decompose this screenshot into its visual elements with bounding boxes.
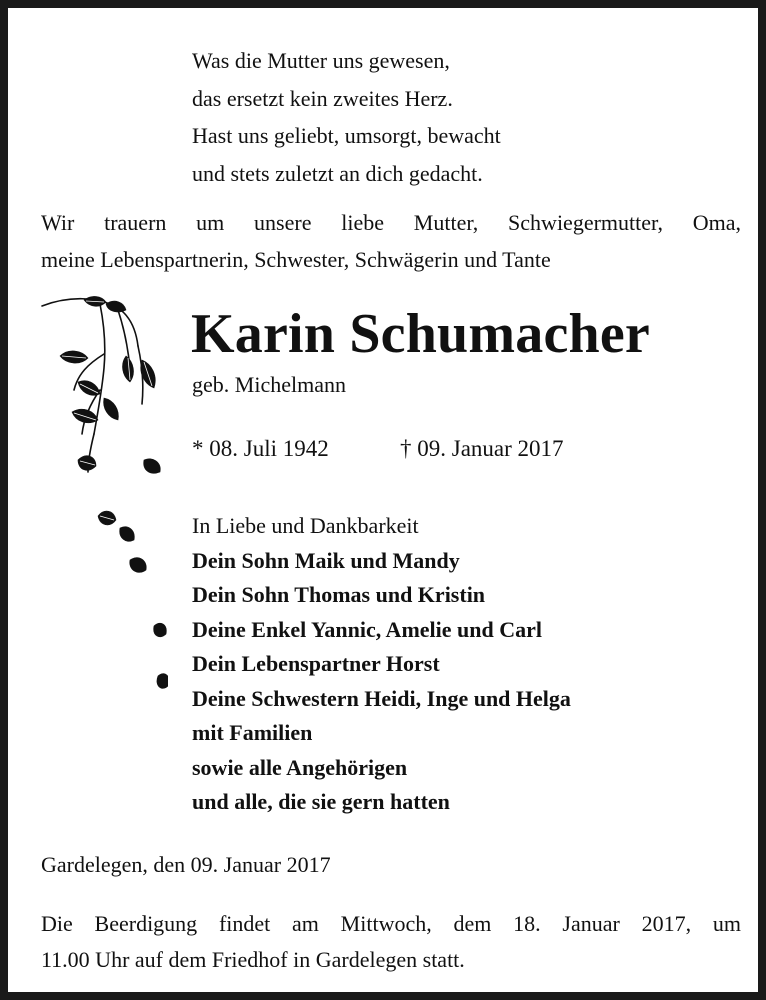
burial-line: 11.00 Uhr auf dem Friedhof in Gardelegen statt. — [41, 947, 465, 972]
mourner-line: mit Familien — [192, 720, 313, 745]
poem-line: Was die Mutter uns gewesen, — [192, 48, 450, 73]
burial-line: Die Beerdigung findet am Mittwoch, dem 18. Januar 2017, um — [41, 911, 741, 936]
birth-name: geb. Michelmann — [192, 372, 346, 397]
mourner-line: Dein Lebenspartner Horst — [192, 651, 440, 676]
birch-branch-icon — [38, 294, 168, 734]
poem-line: das ersetzt kein zweites Herz. — [192, 85, 453, 111]
intro-line: Wir trauern um unsere liebe Mutter, Schwiegermutter, Oma, — [41, 210, 741, 235]
mourner-line: und alle, die sie gern hatten — [192, 789, 450, 814]
mourner-line: sowie alle Angehörigen — [192, 754, 408, 780]
death-date: † 09. Januar 2017 — [400, 436, 564, 461]
mourner-line: Deine Enkel Yannic, Amelie und Carl — [192, 616, 542, 642]
mourners-intro: In Liebe und Dankbarkeit — [192, 513, 419, 538]
mourners-list — [192, 509, 571, 820]
mourner-line: Deine Schwestern Heidi, Inge und Helga — [192, 685, 571, 711]
poem-line: Hast uns geliebt, umsorgt, bewacht — [192, 123, 501, 148]
mourner-line: Dein Sohn Thomas und Kristin — [192, 582, 486, 607]
poem-line: und stets zuletzt an dich gedacht. — [192, 160, 483, 186]
burial-notice — [41, 906, 741, 978]
memorial-poem — [192, 42, 501, 192]
place-and-date: Gardelegen, den 09. Januar 2017 — [41, 852, 331, 877]
birth-date: * 08. Juli 1942 — [192, 436, 329, 461]
intro-line: meine Lebenspartnerin, Schwester, Schwägerin und Tante — [41, 247, 551, 272]
mourning-intro — [41, 204, 741, 278]
deceased-name: Karin Schumacher — [191, 303, 650, 365]
mourner-line: Dein Sohn Maik und Mandy — [192, 547, 460, 573]
life-dates — [192, 434, 564, 464]
